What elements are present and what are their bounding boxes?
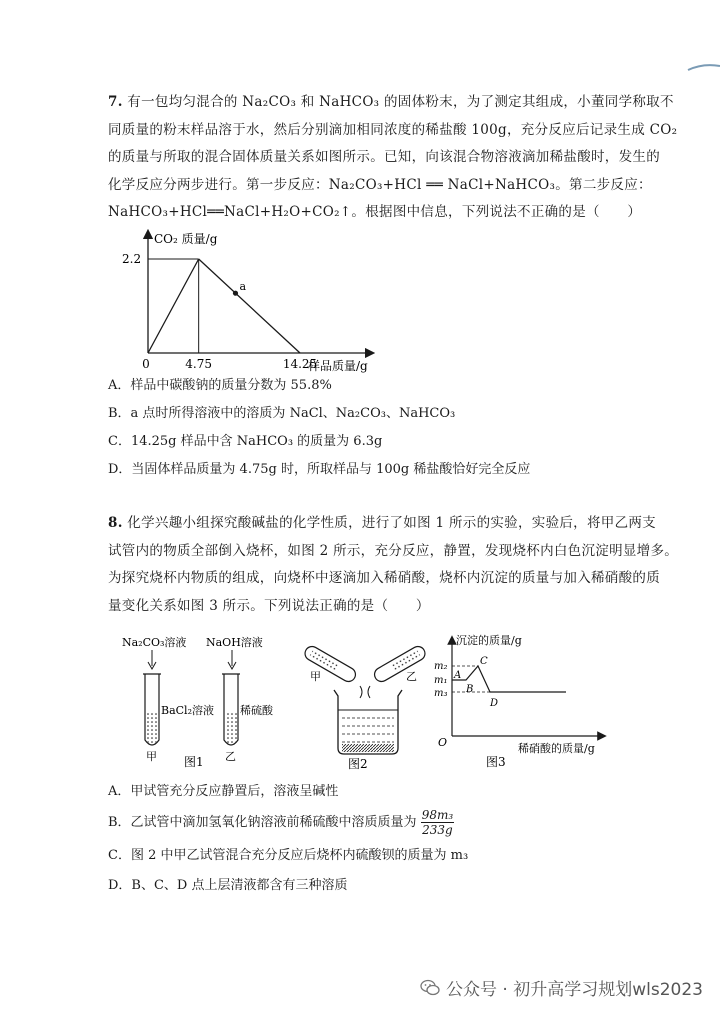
y-tick-label: m₁ bbox=[434, 675, 448, 686]
test-tube-right bbox=[372, 644, 427, 684]
option-c: C．14.25g 样品中含 NaHCO₃ 的质量为 6.3g bbox=[108, 434, 383, 449]
reagent-label-left: Na₂CO₃溶液 bbox=[122, 636, 187, 649]
tube-content-right: 稀硫酸 bbox=[240, 704, 273, 717]
corner-mark bbox=[686, 62, 720, 74]
question-7 bbox=[108, 89, 688, 227]
question-8 bbox=[108, 510, 688, 620]
y-tick-label: 2.2 bbox=[122, 252, 142, 266]
tube-name-left: 甲 bbox=[146, 750, 157, 763]
point-a bbox=[233, 291, 238, 296]
option-a: A．样品中碳酸钠的质量分数为 55.8% bbox=[108, 378, 332, 393]
tube-name-right: 乙 bbox=[406, 670, 417, 683]
question-line: 同质量的粉末样品溶于水，然后分别滴加相同浓度的稀盐酸 100g，充分反应后记录生成 CO₂ bbox=[108, 121, 678, 138]
fraction-denominator: 233g bbox=[422, 823, 453, 837]
question-line: 化学兴趣小组探究酸碱盐的化学性质，进行了如图 1 所示的实验，实验后，将甲乙两支 bbox=[127, 515, 656, 531]
fraction-numerator: 98m₃ bbox=[421, 808, 454, 822]
tube-name-right: 乙 bbox=[225, 750, 236, 763]
question-line: 化学反应分两步进行。第一步反应：Na₂CO₃+HCl ══ NaCl+NaHCO₃。第二步反应： bbox=[108, 176, 652, 193]
question-line: 的质量与所取的混合固体质量关系如图所示。已知，向该混合物溶液滴加稀盐酸时，发生的 bbox=[108, 149, 660, 165]
tube-content-left: BaCl₂溶液 bbox=[161, 704, 214, 717]
series-line-rise bbox=[148, 259, 199, 353]
y-axis-label: CO₂ 质量/g bbox=[154, 232, 218, 246]
figure-caption: 图2 bbox=[348, 757, 368, 771]
option-d: D．当固体样品质量为 4.75g 时，所取样品与 100g 稀盐酸恰好完全反应 bbox=[108, 462, 531, 477]
x-tick-label: 4.75 bbox=[185, 357, 213, 371]
figure-1 bbox=[118, 632, 288, 772]
figure-3 bbox=[430, 632, 610, 772]
question-number: 8. bbox=[108, 515, 123, 531]
question-line: 为探究烧杯内物质的组成，向烧杯中逐滴加入稀硝酸，烧杯内沉淀的质量与加入稀硝酸的质 bbox=[108, 570, 660, 586]
x-tick-label: 0 bbox=[142, 357, 150, 371]
point-label: A bbox=[454, 670, 462, 681]
option-b-text: B．乙试管中滴加氢氧化钠溶液前稀硫酸中溶质质量为 bbox=[108, 815, 417, 830]
question-line: NaHCO₃+HCl══NaCl+H₂O+CO₂↑。根据图中信息，下列说法不正确的是（ ） bbox=[108, 204, 642, 220]
y-tick-label: m₃ bbox=[434, 688, 448, 699]
option-b: B．a 点时所得溶液中的溶质为 NaCl、Na₂CO₃、NaHCO₃ bbox=[108, 406, 456, 421]
test-tube-left bbox=[143, 674, 161, 745]
point-label: B bbox=[466, 684, 474, 695]
co2-chart bbox=[108, 228, 408, 376]
option-a: A．甲试管充分反应静置后，溶液呈碱性 bbox=[108, 784, 339, 799]
point-label: D bbox=[490, 698, 499, 709]
option-c: C．图 2 中甲乙试管混合充分反应后烧杯内硫酸钡的质量为 m₃ bbox=[108, 848, 469, 863]
figure-caption: 图1 bbox=[184, 755, 204, 769]
option-d: D．B、C、D 点上层清液都含有三种溶质 bbox=[108, 878, 348, 893]
watermark-text: 公众号 · 初升高学习规划wls2023 bbox=[446, 980, 703, 1000]
y-tick-label: m₂ bbox=[434, 661, 448, 672]
tube-name-left: 甲 bbox=[310, 670, 321, 683]
option-b bbox=[108, 806, 454, 840]
y-axis-label: 沉淀的质量/g bbox=[456, 634, 522, 647]
question-line: 试管内的物质全部倒入烧杯，如图 2 所示，充分反应，静置，发现烧杯内白色沉淀明显增多。 bbox=[108, 542, 679, 559]
fraction bbox=[421, 808, 454, 837]
x-axis-label: 样品质量/g bbox=[308, 359, 368, 373]
beaker bbox=[334, 690, 402, 754]
question-line: 有一包均匀混合的 Na₂CO₃ 和 NaHCO₃ 的固体粉末，为了测定其组成，小董同学称取不 bbox=[127, 94, 674, 110]
wechat-icon bbox=[420, 979, 440, 997]
series-line-fall bbox=[199, 259, 300, 353]
figure-2 bbox=[298, 636, 438, 772]
reagent-label-right: NaOH溶液 bbox=[206, 636, 263, 649]
question-line: 量变化关系如图 3 所示。下列说法正确的是（ ） bbox=[108, 597, 430, 614]
watermark bbox=[420, 975, 703, 1000]
figure-caption: 图3 bbox=[486, 755, 506, 769]
origin-label: O bbox=[438, 736, 448, 749]
x-axis-label: 稀硝酸的质量/g bbox=[518, 742, 595, 755]
test-tube-right bbox=[222, 674, 240, 745]
point-label: C bbox=[480, 656, 488, 667]
question-number: 7. bbox=[108, 94, 123, 110]
point-a-label: a bbox=[239, 280, 247, 294]
x-tick-label: 14.25 bbox=[282, 357, 318, 371]
